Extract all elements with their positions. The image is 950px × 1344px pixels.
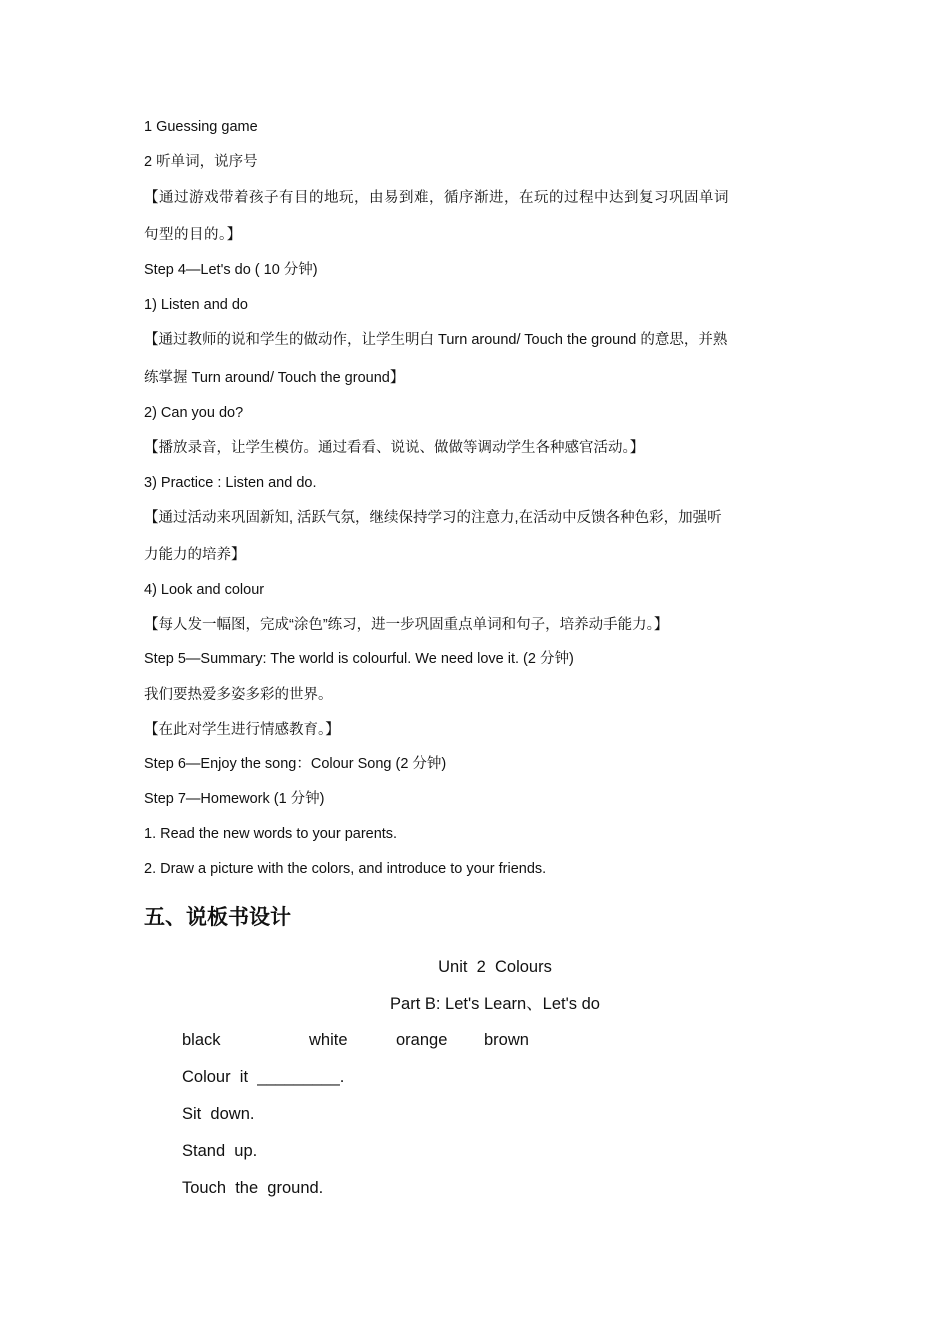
board-word: orange bbox=[396, 1031, 448, 1049]
text-line: Step 6—Enjoy the song：Colour Song (2 分钟) bbox=[144, 756, 447, 772]
board-word: brown bbox=[484, 1031, 529, 1049]
text-line: 1. Read the new words to your parents. bbox=[144, 826, 398, 842]
text-line: Step 5—Summary: The world is colourful. We need love it. (2 分钟) bbox=[144, 651, 574, 667]
text-line: 我们要热爱多姿多彩的世界。 bbox=[144, 687, 333, 703]
text-line: 【每人发一幅图，完成“涂色”练习，进一步巩固重点单词和句子，培养动手能力。】 bbox=[144, 617, 669, 633]
text-line: 【通过活动来巩固新知, 活跃气氛，继续保持学习的注意力,在活动中反馈各种色彩，加强听 bbox=[144, 510, 722, 526]
board-sentence: Touch the ground. bbox=[182, 1179, 324, 1197]
board-word: white bbox=[309, 1031, 348, 1049]
board-sentence: Colour it _________. bbox=[182, 1068, 345, 1086]
text-line: 力能力的培养】 bbox=[144, 547, 246, 563]
board-sentence: Stand up. bbox=[182, 1142, 258, 1160]
text-line: 句型的目的。】 bbox=[144, 227, 242, 243]
text-line: 练掌握 Turn around/ Touch the ground】 bbox=[144, 370, 405, 386]
text-line: Step 4—Let's do ( 10 分钟) bbox=[144, 262, 318, 278]
board-subtitle: Part B: Let's Learn、Let's do bbox=[390, 995, 600, 1013]
board-sentence: Sit down. bbox=[182, 1105, 255, 1123]
text-line: 2. Draw a picture with the colors, and introduce to your friends. bbox=[144, 861, 547, 877]
board-title: Unit 2 Colours bbox=[438, 958, 552, 976]
text-line: 3) Practice : Listen and do. bbox=[144, 475, 317, 491]
text-line: 【通过教师的说和学生的做动作，让学生明白 Turn around/ Touch the ground 的意思，并熟 bbox=[144, 332, 728, 348]
text-line: 【通过游戏带着孩子有目的地玩，由易到难，循序渐进，在玩的过程中达到复习巩固单词 bbox=[144, 190, 729, 206]
text-line: 1) Listen and do bbox=[144, 297, 248, 313]
text-line: 1 Guessing game bbox=[144, 119, 258, 135]
board-word: black bbox=[182, 1031, 221, 1049]
text-line: 【播放录音，让学生模仿。通过看看、说说、做做等调动学生各种感官活动。】 bbox=[144, 440, 645, 456]
text-line: 2) Can you do? bbox=[144, 405, 244, 421]
text-line: 2 听单词，说序号 bbox=[144, 154, 258, 170]
section-heading: 五、说板书设计 bbox=[144, 906, 291, 929]
text-line: Step 7—Homework (1 分钟) bbox=[144, 791, 325, 807]
text-line: 【在此对学生进行情感教育。】 bbox=[144, 722, 340, 738]
text-line: 4) Look and colour bbox=[144, 582, 265, 598]
